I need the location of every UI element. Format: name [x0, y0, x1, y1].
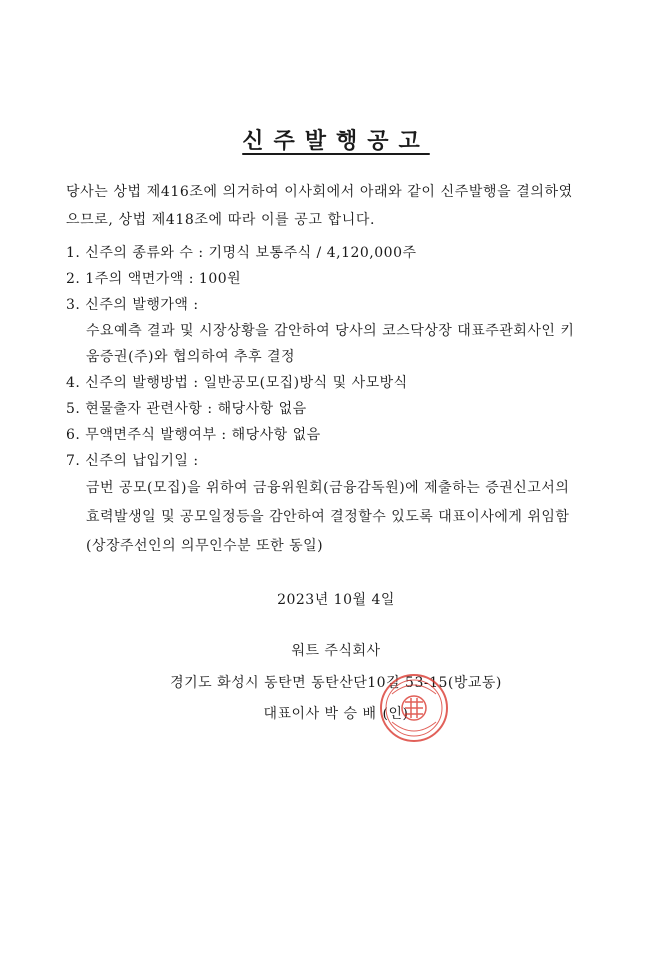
ceo-signature-line	[0, 703, 672, 723]
item-7: 7. 신주의 납입기일 :	[66, 453, 199, 469]
item-list	[66, 240, 636, 561]
intro-line: 당사는 상법 제416조에 의거하여 이사회에서 아래와 같이 신주발행을 결의하였	[66, 184, 573, 200]
intro-paragraph	[66, 178, 626, 234]
seal-mark: (인)	[382, 706, 409, 722]
document-title: 신주발행공고	[242, 128, 430, 154]
ceo-name: 대표이사 박 승 배	[263, 706, 377, 722]
item-3-detail-line: 수요예측 결과 및 시장상황을 감안하여 당사의 코스닥상장 대표주관회사인 키	[86, 323, 575, 339]
item-7-detail-line: 금번 공모(모집)을 위하여 금융위원회(금융감독원)에 제출하는 증권신고서의	[86, 480, 570, 496]
company-address: 경기도 화성시 동탄면 동탄산단10길 53-15(방교동)	[170, 675, 502, 691]
item-3: 3. 신주의 발행가액 :	[66, 297, 199, 313]
item-6: 6. 무액면주식 발행여부 : 해당사항 없음	[66, 427, 321, 443]
item-3-detail-line: 움증권(주)와 협의하여 추후 결정	[86, 349, 296, 365]
item-4: 4. 신주의 발행방법 : 일반공모(모집)방식 및 사모방식	[66, 375, 408, 391]
item-5: 5. 현물출자 관련사항 : 해당사항 없음	[66, 401, 307, 417]
item-7-detail	[66, 474, 636, 561]
item-2: 2. 1주의 액면가액 : 100원	[66, 271, 242, 287]
item-1: 1. 신주의 종류와 수 : 기명식 보통주식 / 4,120,000주	[66, 245, 417, 261]
intro-line: 으므로, 상법 제418조에 따라 이를 공고 합니다.	[66, 212, 376, 228]
notice-date: 2023년 10월 4일	[277, 592, 395, 608]
company-seal-stamp	[378, 672, 450, 744]
company-name: 워트 주식회사	[291, 643, 381, 659]
item-3-detail	[66, 318, 636, 370]
item-7-detail-line: (상장주선인의 의무인수분 또한 동일)	[86, 538, 324, 554]
item-7-detail-line: 효력발생일 및 공모일정등을 감안하여 결정할수 있도록 대표이사에게 위임함	[86, 509, 570, 525]
